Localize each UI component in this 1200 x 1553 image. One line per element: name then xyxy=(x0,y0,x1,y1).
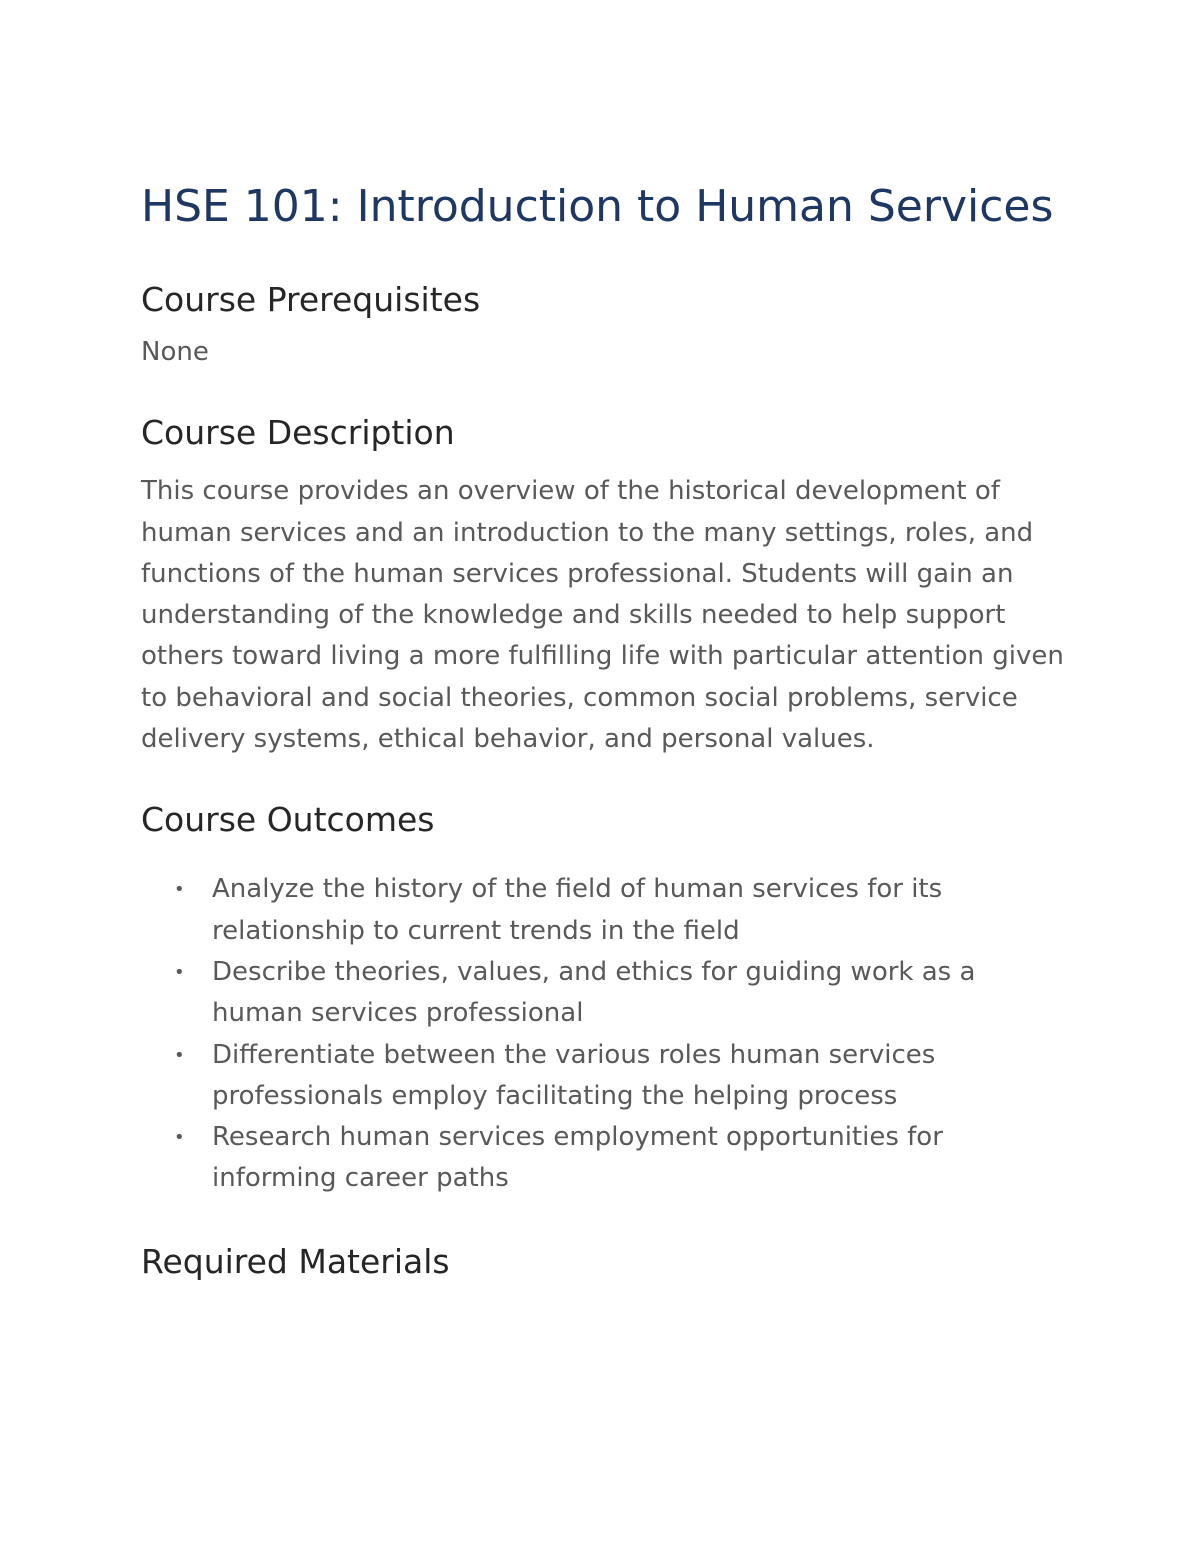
description-heading: Course Description xyxy=(141,413,455,453)
outcomes-heading: Course Outcomes xyxy=(141,800,435,840)
page-title: HSE 101: Introduction to Human Services xyxy=(141,181,1054,232)
outcome-item xyxy=(141,869,1071,952)
prerequisites-heading: Course Prerequisites xyxy=(141,280,481,319)
outcomes-list xyxy=(141,869,1071,1199)
bullet-icon: • xyxy=(174,879,185,901)
outcome-item-text: Research human services employment opportunities for informing career paths xyxy=(212,1122,943,1194)
outcome-item xyxy=(141,952,1071,1035)
bullet-icon: • xyxy=(174,1044,185,1066)
bullet-icon: • xyxy=(174,961,185,983)
description-text: This course provides an overview of the historical development of human services and an introduction to the many settings, roles, and functions of the human services professional. Students will gain an understanding of the knowledge and skills needed to help support others toward living a more fulfilling life with particular attention given to behavioral and social theories, common social problems, service delivery systems, ethical behavior, and personal values. xyxy=(141,476,1064,755)
materials-heading: Required Materials xyxy=(141,1241,450,1281)
document-page xyxy=(141,180,1071,1282)
outcome-item xyxy=(141,1035,1071,1118)
outcome-item-text: Describe theories, values, and ethics for guiding work as a human services professional xyxy=(212,956,976,1029)
outcome-item-text: Differentiate between the various roles human services professionals employ facilitating the helping process xyxy=(212,1039,936,1111)
prerequisites-text: None xyxy=(141,337,209,367)
outcome-item-text: Analyze the history of the field of human services for its relationship to current trends in the field xyxy=(212,874,943,946)
bullet-icon: • xyxy=(174,1127,185,1149)
outcome-item xyxy=(141,1117,1071,1200)
